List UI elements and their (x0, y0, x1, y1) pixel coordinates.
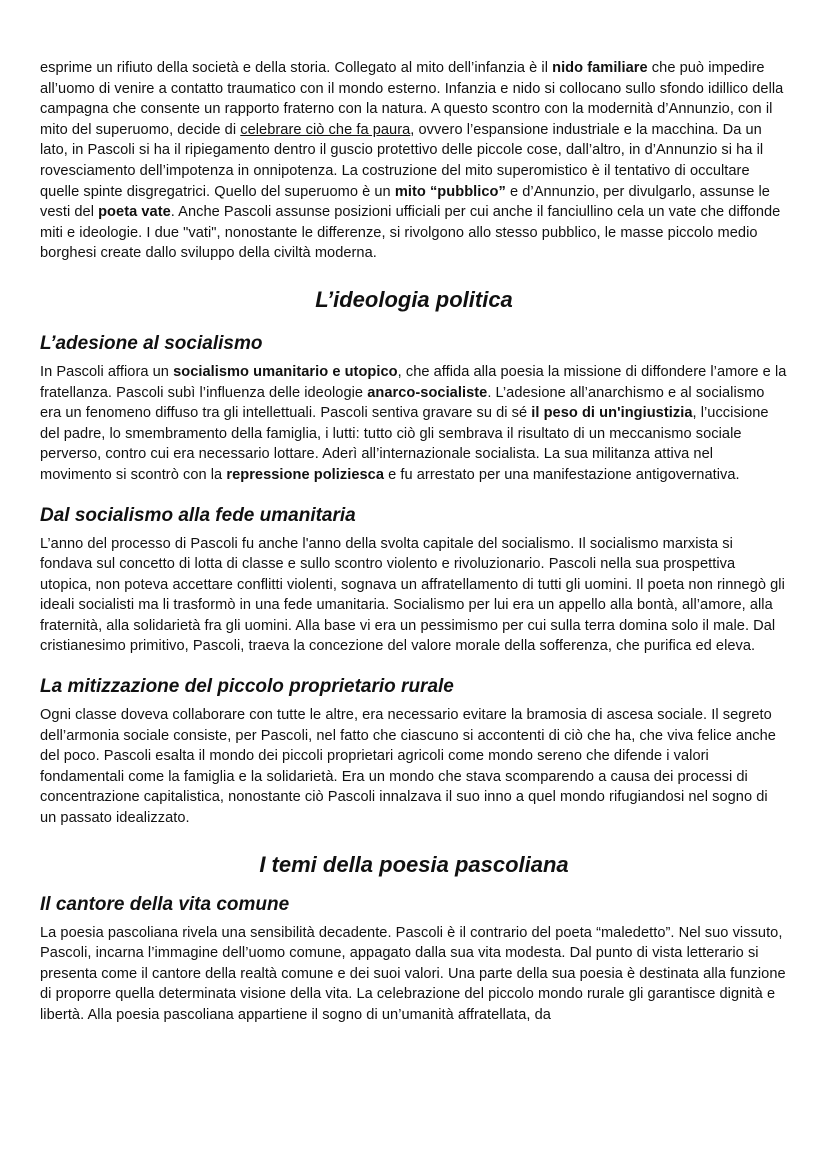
intro-text-1: esprime un rifiuto della società e della storia. Collegato al mito dell’infanzia è il (40, 60, 553, 76)
socialismo-bold-3: il peso di un'ingiustizia (531, 405, 693, 422)
socialismo-bold-4: repressione poliziesca (226, 466, 384, 483)
paragraph-fede-umanitaria: L’anno del processo di Pascoli fu anche l'anno della svolta capitale del socialismo. Il socialismo marxista si fondava sul concetto di lotta di classe e sullo scontro violento e rivoluzionario. Pascoli nella sua prospettiva utopica, non poteva accettare conflitti violenti, sognava un affratellamento di tutti gli uomini. Il poeta non rinnegò gli ideali socialisti ma li trasformò in una fede umanitaria. Socialismo per lui era un appello alla bontà, all’amore, alla fraternità, alla solidarietà fra gli uomini. Alla base vi era un pessimismo per cui sulla terra domina solo il male. Dal cristianesimo primitivo, Pascoli, traeva la concezione del valore morale della sofferenza, che purifica ed eleva. (40, 535, 785, 655)
section-title-temi: I temi della poesia pascoliana (259, 851, 569, 877)
socialismo-text-1: In Pascoli affiora un (40, 363, 174, 380)
intro-text-5: . Anche Pascoli assunse posizioni ufficiali per cui anche il fanciullino cela un vate che diffonde miti e ideologie. I due "vati", nonostante le differenze, si rivolgono allo stesso pubblico, le masse piccolo medio borghesi create dallo sviluppo della civiltà moderna. (40, 204, 781, 262)
intro-underline: celebrare ciò che fa paura (240, 121, 411, 138)
intro-text-2: che può impedire all’uomo di venire a contatto traumatico con il mondo esterno. Infanzia e nido si collocano sullo sfondo idillico della campagna che consente un rapporto fraterno con la natura. A questo scontro con la modernità d’Annunzio, con il mito del superuomo, decide di (40, 60, 784, 138)
heading-adesione-socialismo: L’adesione al socialismo (40, 332, 263, 354)
intro-bold-mito: mito “pubblico” (394, 183, 506, 200)
intro-bold-vate: poeta vate (98, 204, 171, 221)
paragraph-cantore-vita-comune: La poesia pascoliana rivela una sensibilità decadente. Pascoli è il contrario del poeta “maledetto”. Nel suo vissuto, Pascoli, incarna l’immagine dell’uomo comune, appagato dalla sua vita modesta. Dal punto di vista letterario si presenta come il cantore della realtà comune e dei suoi valori. Una parte della sua poesia è destinata alla funzione di proporre quella determinata visione della vita. La celebrazione del piccolo mondo rurale gli garantisce dignità e libertà. Alla poesia pascoliana appartiene il sogno di un’umanità affratellata, da (40, 924, 786, 1023)
socialismo-text-2: , che affida alla poesia la missione di diffondere l’amore e la fratellanza. Pascoli subì l’influenza delle ideologie (40, 363, 787, 401)
socialismo-bold-1: socialismo umanitario e utopico (173, 363, 398, 380)
socialismo-bold-2: anarco-socialiste (367, 384, 488, 401)
intro-text-3: , ovvero l’espansione industriale e la macchina. Da un lato, in Pascoli si ha il ripiegamento dentro il guscio protettivo delle piccole cose, dall’altro, in d’Annunzio si ha il rovesciamento dell’impotenza in onnipotenza. La costruzione del mito superomistico è il tentativo di occultare quelle spinte disgregatrici. Quello del superuomo è un (40, 121, 764, 200)
section-title-politica: L’ideologia politica (315, 286, 513, 312)
intro-text-4: e d’Annunzio, per divulgarlo, assunse le vesti del (40, 183, 770, 221)
socialismo-text-5: e fu arrestato per una manifestazione antigovernativa. (384, 466, 740, 483)
heading-cantore-vita-comune: Il cantore della vita comune (40, 893, 290, 915)
heading-fede-umanitaria: Dal socialismo alla fede umanitaria (40, 504, 356, 526)
intro-bold-nido: nido familiare (552, 60, 648, 76)
paragraph-adesione-socialismo (40, 362, 788, 486)
heading-proprietario-rurale: La mitizzazione del piccolo proprietario rurale (40, 676, 454, 698)
socialismo-text-3: . L’adesione all’anarchismo e al socialismo era un fenomeno diffuso tra gli intellettuali. Pascoli sentiva gravare su di sé (40, 384, 765, 422)
socialismo-text-4: , l’uccisione del padre, lo smembramento della famiglia, i lutti: tutto ciò gli sembrava il risultato di un meccanismo sociale perverso, contro cui era necessario lottare. Aderì all’internazionale socialista. La sua militanza attiva nel movimento si scontrò con la (40, 405, 769, 483)
paragraph-proprietario-rurale: Ogni classe doveva collaborare con tutte le altre, era necessario evitare la bramosia di ascesa sociale. Il segreto dell’armonia sociale consiste, per Pascoli, nel fatto che ciascuno si accontenti di ciò che ha, che viva felice anche del poco. Pascoli esalta il mondo dei piccoli proprietari agricoli come mondo sereno che difende i valori fondamentali come la famiglia e la solidarietà. Era un mondo che stava scomparendo a causa dei processi di concentrazione capitalistica, nonostante ciò Pascoli innalzava il suo inno a quel mondo rifugiandosi nel sogno di un passato idealizzato. (40, 707, 776, 827)
intro-paragraph (40, 58, 788, 264)
